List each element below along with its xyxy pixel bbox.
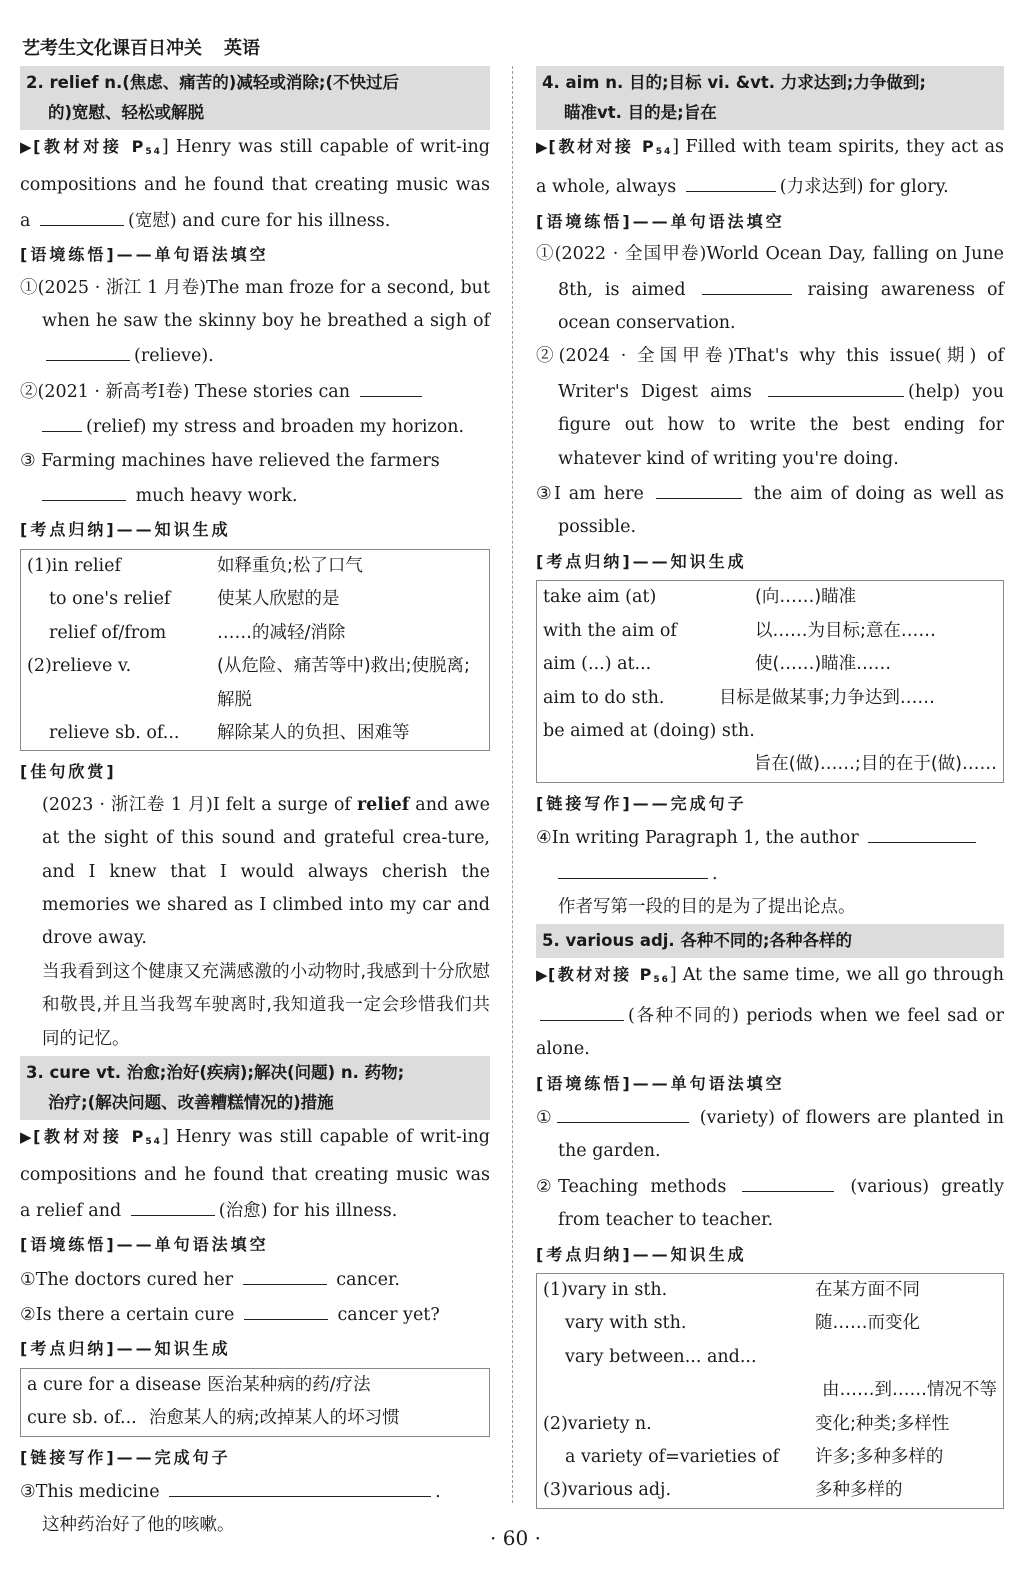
summary-row: (2)variety n. 变化;种类;多样性: [543, 1413, 950, 1434]
answer-blank[interactable]: [42, 478, 126, 501]
summary-row: relief of/from ……的减轻/消除: [49, 622, 346, 643]
column-divider: [512, 66, 513, 1503]
summary-box-cure: [20, 1368, 490, 1437]
entry-title-aim: 4. aim n. 目的;目标 vi. &vt. 力求达到;力争做到; 瞄准vt. 目的是;旨在: [536, 66, 1004, 130]
answer-blank[interactable]: [540, 998, 624, 1021]
exercise-item: ① (variety) of flowers are planted in the garden.: [536, 1100, 1004, 1169]
right-column: [536, 66, 1004, 1513]
practice-heading: [语境练悟]——单句语法填空: [20, 1235, 269, 1255]
writing-item: ④In writing Paragraph 1, the author .: [536, 820, 1004, 891]
summary-row: be aimed at (doing) sth.: [543, 720, 755, 741]
subject-label: 英语: [224, 38, 260, 59]
exercise-item: ②(2021 · 新高考Ⅰ卷) These stories can (relief) my stress and broaden my horizon.: [20, 374, 490, 445]
exercise-item: ③ Farming machines have relieved the farmers much heavy work.: [20, 450, 440, 507]
triangle-icon: ▶: [20, 1127, 34, 1146]
triangle-icon: ▶: [536, 966, 548, 985]
writing-heading: [链接写作]——完成句子: [20, 1447, 231, 1467]
textbook-example: ▶[教材对接 $P_{56}$] At the same time, we all go through (各种不同的) periods when we feel sad or alone.: [536, 965, 1004, 1060]
entry-title-various: 5. various adj. 各种不同的;各种各样的: [536, 924, 1004, 958]
page-number: · 60 ·: [490, 1526, 541, 1550]
answer-blank[interactable]: [46, 338, 130, 361]
triangle-icon: ▶: [20, 138, 34, 156]
exercise-item: ②Is there a certain cure cancer yet?: [20, 1297, 490, 1332]
summary-row: relieve sb. of... 解除某人的负担、困难等: [49, 722, 410, 743]
book-title: 艺考生文化课百日冲关: [22, 38, 202, 59]
practice-heading: [语境练悟]——单句语法填空: [536, 1073, 785, 1093]
summary-heading: [考点归纳]——知识生成: [536, 551, 747, 571]
summary-row: take aim (at) (向……)瞄准: [543, 587, 857, 608]
summary-row: (3)various adj. 多种多样的: [543, 1480, 903, 1501]
textbook-tag: ▶[教材对接 $P_{54}$: [20, 137, 162, 157]
entry-title-cure: 3. cure vt. 治愈;治好(疾病);解决(问题) n. 药物; 治疗;(解决问题、改善糟糕情况的)措施: [20, 1056, 490, 1120]
writing-heading: [链接写作]——完成句子: [536, 793, 747, 813]
summary-heading: [考点归纳]——知识生成: [20, 520, 231, 540]
writing-translation: 作者写第一段的目的是为了提出论点。: [558, 896, 856, 917]
summary-row: a cure for a disease 医治某种病的药/疗法: [27, 1374, 371, 1395]
summary-row: (2)relieve v. (从危险、痛苦等中)救出;使脱离;解脱: [27, 656, 470, 710]
summary-row: aim to do sth. 目标是做某事;力争达到……: [543, 687, 935, 708]
summary-row: 由……到……情况不等: [822, 1380, 997, 1401]
appreciate-heading: [佳句欣赏]: [20, 762, 117, 782]
summary-row: vary with sth. 随……而变化: [565, 1313, 920, 1334]
textbook-tag: ▶[教材对接 $P_{54}$: [536, 137, 673, 157]
writing-translation: 这种药治好了他的咳嗽。: [42, 1515, 235, 1536]
summary-row: cure sb. of... 治愈某人的病;改掉某人的坏习惯: [27, 1408, 400, 1429]
answer-blank[interactable]: [42, 409, 82, 432]
textbook-example: ▶[教材对接 $P_{54}$] Henry was still capable of writ-ing compositions and he found that creating music was a relief and (治愈) for his illness.: [20, 1126, 490, 1221]
summary-row: with the aim of 以……为目标;意在……: [543, 620, 936, 641]
answer-blank[interactable]: [557, 1100, 689, 1123]
triangle-icon: ▶: [536, 138, 549, 156]
answer-blank[interactable]: [243, 1262, 327, 1285]
page-header: [22, 36, 260, 62]
exercise-item: ③I am here the aim of doing as well as possible.: [536, 476, 1004, 545]
summary-row: 旨在(做)……;目的在于(做)……: [753, 754, 997, 775]
summary-row: a variety of=varieties of 许多;多种多样的: [565, 1447, 944, 1468]
exercise-item: ①(2022 · 全国甲卷)World Ocean Day, falling on June 8th, is aimed raising awareness of ocean conservation.: [536, 244, 1004, 334]
answer-blank[interactable]: [656, 476, 742, 499]
answer-blank[interactable]: [742, 1169, 834, 1192]
summary-heading: [考点归纳]——知识生成: [20, 1339, 231, 1359]
summary-row: to one's relief 使某人欣慰的是: [49, 589, 340, 610]
summary-row: aim (...) at... 使(……)瞄准……: [543, 654, 892, 675]
answer-blank[interactable]: [558, 856, 708, 879]
entry-title-relief: 2. relief n.(焦虑、痛苦的)减轻或消除;(不快过后 的)宽慰、轻松或解脱: [20, 66, 490, 130]
summary-heading: [考点归纳]——知识生成: [536, 1244, 747, 1264]
exercise-item: ②(2024 · 全国甲卷)That's why this issue(期) of Writer's Digest aims (help) you figure out how to write the best ending for whatever kind of writing you're doing.: [536, 346, 1004, 469]
left-column: [20, 66, 490, 1543]
textbook-tag: ▶[教材对接 $P_{56}$: [536, 965, 670, 986]
practice-heading: [语境练悟]——单句语法填空: [20, 245, 269, 265]
summary-row: vary between... and...: [565, 1346, 757, 1367]
exercise-item: ①The doctors cured her cancer.: [20, 1262, 490, 1297]
answer-blank[interactable]: [868, 820, 976, 843]
exercise-item: ②Teaching methods (various) greatly from teacher to teacher.: [536, 1169, 1004, 1238]
exercise-item: ①(2025 · 浙江 1 月卷)The man froze for a second, but when he saw the skinny boy he breathed a sigh of (relieve).: [20, 277, 490, 367]
textbook-example: ▶[教材对接 $P_{54}$] Filled with team spirits, they act as a whole, always (力求达到) for glory.: [536, 137, 1004, 198]
answer-blank[interactable]: [768, 374, 904, 397]
answer-blank[interactable]: [702, 272, 792, 295]
appreciate-sentence: (2023 · 浙江卷 1 月)I felt a surge of relief and awe at the sight of this sound and grateful crea-ture, and I knew that I would always cherish the memories we shared as I climbed into my car and drove away.: [42, 794, 490, 949]
answer-blank[interactable]: [169, 1474, 431, 1497]
summary-box-relief: [20, 549, 490, 751]
textbook-example: ▶[教材对接 $P_{54}$] Henry was still capable of writ-ing compositions and he found that creating music was a (宽慰) and cure for his illness.: [20, 137, 490, 231]
answer-blank[interactable]: [360, 374, 422, 397]
answer-blank[interactable]: [40, 203, 124, 226]
summary-row: (1)vary in sth. 在某方面不同: [543, 1280, 920, 1300]
textbook-tag: ▶[教材对接 $P_{54}$: [20, 1126, 162, 1147]
summary-box-various: [536, 1273, 1004, 1509]
answer-blank[interactable]: [686, 169, 776, 192]
writing-item: ③This medicine .: [20, 1474, 490, 1509]
summary-box-aim: [536, 580, 1004, 782]
answer-blank[interactable]: [131, 1193, 215, 1216]
answer-blank[interactable]: [244, 1297, 328, 1320]
summary-row: (1)in relief 如释重负;松了口气: [27, 555, 363, 576]
appreciate-translation: 当我看到这个健康又充满感激的小动物时,我感到十分欣慰和敬畏,并且当我驾车驶离时,我知道我一定会珍惜我们共同的记忆。: [42, 961, 490, 1049]
practice-heading: [语境练悟]——单句语法填空: [536, 211, 785, 231]
